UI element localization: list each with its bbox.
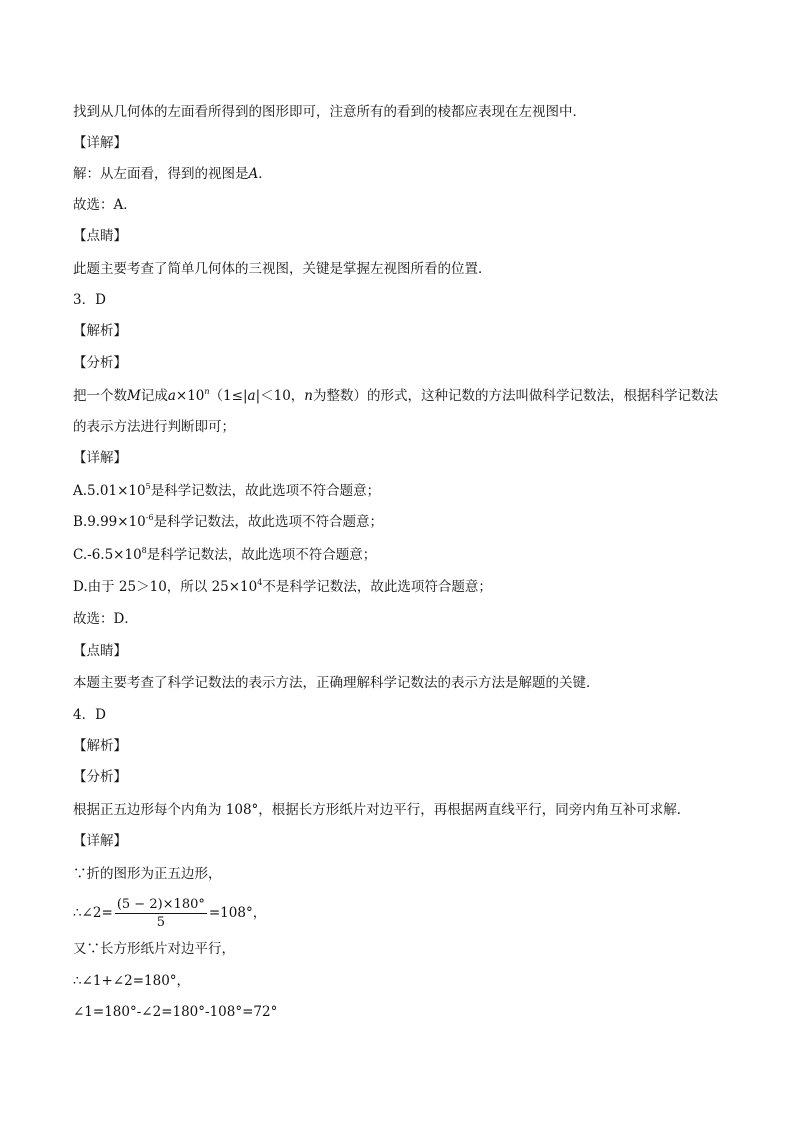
fraction-numerator: (5 − 2)×180° [116, 897, 205, 912]
q2-answer: 故选：A． [73, 197, 137, 213]
q4-number: 4．D [73, 707, 106, 723]
q3-option-d: D.由于 25＞10，所以 $25\times 10^4$不是科学记数法，故此选项符合题意； [73, 578, 492, 595]
q4-parse-heading: 【解析】 [73, 738, 127, 754]
q2-solution: 解：从左面看，得到的视图是A． [73, 166, 272, 182]
fraction-denominator: 5 [156, 915, 165, 930]
q3-comment-text: 本题主要考查了科学记数法的表示方法，正确理解科学记数法的表示方法是解题的关键． [73, 675, 600, 691]
q4-therefore-2: ∴∠1+∠2=180°， [73, 973, 191, 989]
q4-therefore-1: ∴∠2= $\frac{(5 - 2)\times 180^\circ}{5}$ =108°， [73, 897, 267, 930]
angle-fraction [115, 896, 207, 931]
q3-analysis-line2: 的表示方法进行判断即可； [73, 419, 235, 435]
q3-comment-heading: 【点睛】 [73, 643, 127, 659]
q3-option-c: $C.-6.5\times 10^8$是科学记数法，故此选项不符合题意； [73, 546, 377, 563]
q4-analysis-heading: 【分析】 [73, 769, 127, 785]
q3-detail-heading: 【详解】 [73, 450, 127, 466]
q4-because-2: 又∵长方形纸片对边平行， [73, 941, 235, 957]
q2-comment-text: 此题主要考查了简单几何体的三视图，关键是掌握左视图所看的位置． [73, 261, 492, 277]
q2-analysis-text: 找到从几何体的左面看所得到的图形即可，注意所有的看到的棱都应表现在左视图中． [73, 104, 586, 120]
q3-answer: 故选：D． [73, 611, 138, 627]
q4-final: ∠1=180°-∠2=180°-108°=72° [73, 1004, 278, 1020]
q3-analysis-heading: 【分析】 [73, 355, 127, 371]
q2-comment-heading: 【点睛】 [73, 228, 127, 244]
q3-parse-heading: 【解析】 [73, 323, 127, 339]
q4-because-1: ∵折的图形为正五边形， [73, 866, 222, 882]
q4-analysis-text: 根据正五边形每个内角为 108°，根据长方形纸片对边平行，再根据两直线平行，同旁内角互补可求解． [73, 802, 691, 818]
q3-option-b: $B.9.99\times 10^{-6}$是科学记数法，故此选项不符合题意； [73, 513, 384, 530]
q4-detail-heading: 【详解】 [73, 833, 127, 849]
q2-detail-heading: 【详解】 [73, 135, 127, 151]
q3-number: 3．D [73, 292, 106, 308]
q3-option-a: $A.5.01\times 10^5$是科学记数法，故此选项不符合题意； [73, 482, 381, 499]
q3-analysis-line1: 把一个数M记成$a\times 10^n(1\le|a|<10$，n为整数）的形式，这种记数的方法叫做科学记数法，根据科学记数法 [73, 387, 718, 404]
